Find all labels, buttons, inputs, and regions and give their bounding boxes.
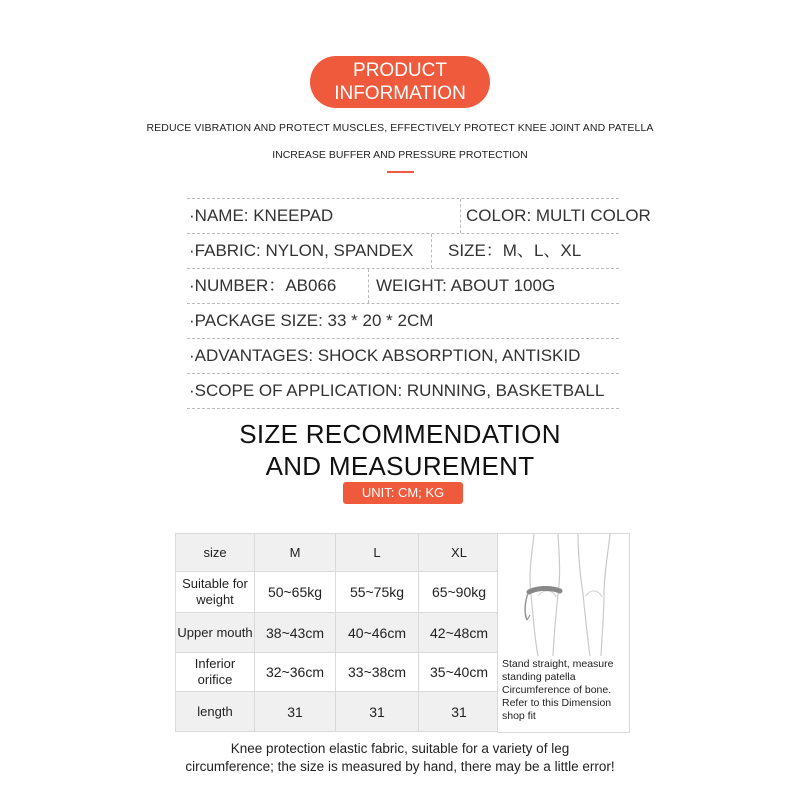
info-row xyxy=(187,338,619,373)
info-divider xyxy=(368,269,369,303)
table-cell: 38~43cm xyxy=(255,613,336,653)
table-row xyxy=(176,613,500,653)
info-row xyxy=(187,233,619,268)
table-row xyxy=(176,653,500,692)
product-information-badge xyxy=(310,56,490,108)
table-row xyxy=(176,534,500,572)
badge-line1: PRODUCT xyxy=(353,60,447,81)
info-size: SIZE：M、L、XL xyxy=(448,241,582,260)
table-cell: 31 xyxy=(336,692,419,732)
info-color: COLOR: MULTI COLOR xyxy=(466,206,651,225)
row-label: length xyxy=(176,692,255,732)
footer-note-line1: Knee protection elastic fabric, suitable for a variety of leg xyxy=(230,741,570,756)
table-row xyxy=(176,692,500,732)
info-number: ·NUMBER：AB066 xyxy=(189,276,337,295)
measurement-figure xyxy=(497,533,630,733)
unit-badge: UNIT: CM; KG xyxy=(343,482,463,504)
table-row xyxy=(176,572,500,613)
table-header-cell: M xyxy=(255,534,336,572)
size-table xyxy=(175,533,500,732)
size-title-line1: SIZE RECOMMENDATION xyxy=(239,419,561,449)
table-cell: 31 xyxy=(419,692,500,732)
info-weight: WEIGHT: ABOUT 100G xyxy=(376,276,556,295)
info-row xyxy=(187,303,619,338)
size-title-line2: AND MEASUREMENT xyxy=(265,451,535,481)
knee-illustration xyxy=(498,534,629,656)
table-cell: 35~40cm xyxy=(419,653,500,692)
table-cell: 40~46cm xyxy=(336,613,419,653)
tagline-2: INCREASE BUFFER AND PRESSURE PROTECTION xyxy=(272,149,528,161)
table-cell: 50~65kg xyxy=(255,572,336,613)
accent-divider xyxy=(387,171,414,173)
info-row xyxy=(187,198,651,233)
footer-note-line2: circumference; the size is measured by hand, there may be a little error! xyxy=(185,759,615,774)
table-cell: 33~38cm xyxy=(336,653,419,692)
table-header-cell: XL xyxy=(419,534,500,572)
table-cell: 31 xyxy=(255,692,336,732)
table-cell: 65~90kg xyxy=(419,572,500,613)
row-label: Inferior orifice xyxy=(176,653,255,692)
row-label: Upper mouth xyxy=(176,613,255,653)
info-fabric: ·FABRIC: NYLON, SPANDEX xyxy=(189,241,414,260)
info-name: ·NAME: KNEEPAD xyxy=(189,206,334,225)
info-package: ·PACKAGE SIZE: 33 * 20 * 2CM xyxy=(189,311,434,330)
badge-line2: INFORMATION xyxy=(334,83,466,104)
row-label: Suitable for weight xyxy=(176,572,255,613)
table-header-cell: size xyxy=(176,534,255,572)
product-info-list xyxy=(187,198,651,409)
table-cell: 55~75kg xyxy=(336,572,419,613)
info-advantages: ·ADVANTAGES: SHOCK ABSORPTION, ANTISKID xyxy=(189,346,581,365)
tagline-1: REDUCE VIBRATION AND PROTECT MUSCLES, EFFECTIVELY PROTECT KNEE JOINT AND PATELLA xyxy=(146,122,654,134)
table-cell: 32~36cm xyxy=(255,653,336,692)
info-divider xyxy=(431,234,432,268)
info-row xyxy=(187,268,619,303)
info-row xyxy=(187,373,619,409)
measurement-note: Stand straight, measure standing patella Circumference of bone. Refer to this Dimension shop fit xyxy=(502,658,614,722)
table-header-cell: L xyxy=(336,534,419,572)
info-divider xyxy=(460,199,461,233)
info-scope: ·SCOPE OF APPLICATION: RUNNING, BASKETBALL xyxy=(189,381,605,400)
table-cell: 42~48cm xyxy=(419,613,500,653)
